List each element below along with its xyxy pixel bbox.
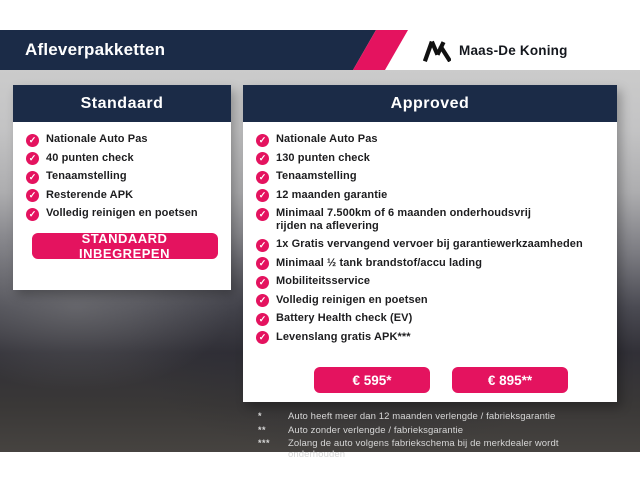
list-item-label: Minimaal 7.500km of 6 maanden onderhoudsvrij rijden na aflevering (276, 207, 532, 232)
list-item-label: 40 punten check (46, 151, 134, 164)
page-title: Afleverpakketten (25, 40, 166, 59)
list-item-label: 12 maanden garantie (276, 188, 388, 201)
list-item (26, 170, 223, 184)
check-icon: ✓ (26, 171, 39, 184)
standaard-included-button[interactable]: STANDAARD INBEGREPEN (32, 233, 218, 259)
check-icon: ✓ (256, 171, 269, 184)
list-item-label: Resterende APK (46, 188, 134, 201)
list-item-label: 130 punten check (276, 151, 370, 164)
footnote-row (258, 411, 598, 422)
check-icon: ✓ (256, 152, 269, 165)
list-item (256, 312, 609, 326)
brand-name: Maas-De Koning (459, 42, 568, 58)
list-item (256, 331, 609, 345)
check-icon: ✓ (256, 276, 269, 289)
check-icon: ✓ (256, 294, 269, 307)
list-item-label: Tenaamstelling (46, 170, 127, 182)
list-item (256, 170, 609, 184)
package-panel-standaard (13, 85, 231, 290)
price-row (243, 367, 617, 393)
list-item (26, 189, 223, 203)
price-895-button[interactable]: € 895** (452, 367, 568, 393)
list-item (256, 294, 609, 308)
package-title-approved: Approved (243, 85, 617, 122)
footnote-row (258, 425, 598, 436)
list-item-label: Tenaamstelling (276, 170, 357, 182)
check-icon: ✓ (256, 134, 269, 147)
package-items-standaard (13, 122, 231, 259)
check-icon: ✓ (256, 208, 269, 221)
maas-de-koning-logo-icon (423, 39, 451, 62)
list-item (256, 207, 609, 233)
list-item (256, 189, 609, 203)
package-panel-approved (243, 85, 617, 402)
footnote-marker: ** (258, 424, 267, 435)
check-icon: ✓ (26, 152, 39, 165)
header (0, 30, 640, 70)
check-icon: ✓ (256, 257, 269, 270)
check-icon: ✓ (256, 331, 269, 344)
list-item-label: Mobiliteitsservice (276, 275, 371, 287)
list-item-label: Nationale Auto Pas (276, 133, 378, 145)
list-item-label: Nationale Auto Pas (46, 133, 148, 145)
list-item (26, 207, 223, 221)
footnotes (258, 411, 598, 463)
list-item (256, 152, 609, 166)
list-item (256, 238, 609, 252)
list-item-label: Volledig reinigen en poetsen (46, 207, 198, 219)
list-item (256, 257, 609, 271)
footnote-row (258, 438, 598, 460)
list-item-label: Volledig reinigen en poetsen (276, 293, 428, 306)
footnote-text: Auto heeft meer dan 12 maanden verlengde / fabrieksgarantie (288, 411, 556, 422)
check-icon: ✓ (256, 313, 269, 326)
list-item-label: Levenslang gratis APK*** (276, 330, 411, 343)
list-item-label: 1x Gratis vervangend vervoer bij garantiewerkzaamheden (276, 238, 583, 250)
price-595-button[interactable]: € 595* (314, 367, 430, 393)
check-icon: ✓ (256, 239, 269, 252)
brand (423, 30, 568, 70)
list-item-label: Minimaal ½ tank brandstof/accu lading (276, 256, 483, 269)
package-title-standaard: Standaard (13, 85, 231, 122)
list-item (26, 133, 223, 147)
footnote-text: Zolang de auto volgens fabriekschema bij de merkdealer wordt onderhouden (288, 438, 559, 460)
list-item (26, 152, 223, 166)
check-icon: ✓ (26, 189, 39, 202)
footnote-marker: *** (258, 438, 271, 448)
check-icon: ✓ (26, 134, 39, 147)
check-icon: ✓ (26, 208, 39, 221)
list-item (256, 133, 609, 147)
footnote-text: Auto zonder verlengde / fabrieksgarantie (288, 424, 464, 436)
package-items-approved (243, 122, 617, 344)
footnote-marker: * (258, 411, 263, 421)
list-item-label: Battery Health check (EV) (276, 312, 413, 324)
background-photo (0, 70, 640, 460)
check-icon: ✓ (256, 189, 269, 202)
list-item (256, 275, 609, 289)
